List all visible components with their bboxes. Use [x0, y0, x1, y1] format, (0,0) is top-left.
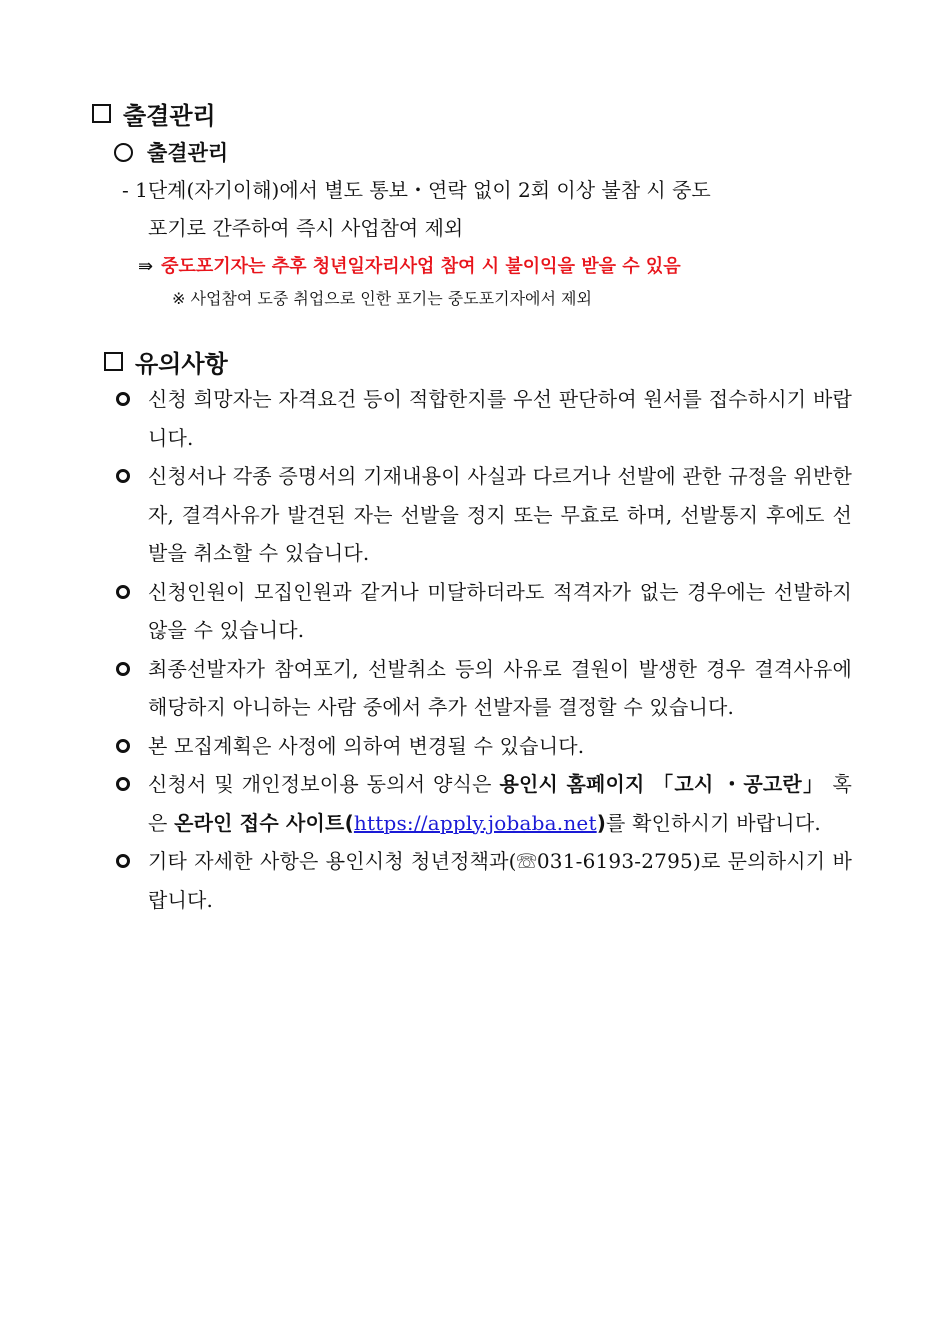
section-attendance-heading [92, 96, 216, 131]
forms-online-site: 온라인 접수 사이트( [174, 810, 354, 835]
section-notice-title: 유의사항 [135, 350, 228, 378]
forms-mid: 혹은 [148, 772, 853, 835]
notice-item-text: 최종선발자가 참여포기, 선발취소 등의 사유로 결원이 발생한 경우 결격사유에 해당하지 아니하는 사람 중에서 추가 선발자를 결정할 수 있습니다. [148, 656, 852, 719]
dropout-note: ※ 사업참여 도중 취업으로 인한 포기는 중도포기자에서 제외 [172, 289, 592, 308]
notice-item [112, 727, 852, 766]
apply-site-link[interactable]: https://apply.jobaba.net [353, 810, 597, 835]
ring-bullet-icon [116, 854, 130, 868]
ring-bullet-icon [116, 777, 130, 791]
notice-item [112, 380, 852, 457]
ring-bullet-icon [116, 739, 130, 753]
notice-item-text: 본 모집계획은 사정에 의하여 변경될 수 있습니다. [148, 733, 585, 758]
attendance-subheading-text: 출결관리 [147, 141, 229, 165]
forms-paren-close: ) [596, 810, 607, 835]
forms-prefix: 신청서 및 개인정보이용 동의서 양식은 [148, 772, 500, 796]
ring-bullet-icon [116, 392, 130, 406]
section-attendance-title: 출결관리 [123, 102, 216, 130]
attendance-rule-line1: - 1단계(자기이해)에서 별도 통보・연락 없이 2회 이상 불참 시 중도 [122, 178, 711, 202]
notice-item [112, 457, 852, 573]
notice-item-forms [112, 765, 852, 842]
notice-item [112, 650, 852, 727]
section-notice-heading [104, 344, 228, 379]
attendance-rule-line2: 포기로 간주하여 즉시 사업참여 제외 [148, 216, 464, 240]
notice-item-contact [112, 842, 852, 919]
notice-item-text: 기타 자세한 사항은 용인시청 청년정책과(☏031-6193-2795)로 문의하시기 바랍니다. [148, 849, 852, 912]
checkbox-square-icon [104, 352, 123, 371]
notice-list [112, 380, 852, 919]
double-arrow-icon: ⇛ [138, 256, 154, 277]
dropout-warning-text: 중도포기자는 추후 청년일자리사업 참여 시 불이익을 받을 수 있음 [161, 256, 681, 277]
attendance-subheading [114, 137, 228, 167]
notice-item [112, 573, 852, 650]
ring-bullet-icon [116, 585, 130, 599]
notice-item-text: 신청인원이 모집인원과 같거나 미달하더라도 적격자가 없는 경우에는 선발하지 않을 수 있습니다. [148, 579, 852, 642]
circle-bullet-icon [114, 143, 133, 162]
notice-item-text: 신청 희망자는 자격요건 등이 적합한지를 우선 판단하여 원서를 접수하시기 바랍니다. [148, 387, 852, 450]
checkbox-square-icon [92, 104, 111, 123]
notice-item-text: 신청서나 각종 증명서의 기재내용이 사실과 다르거나 선발에 관한 규정을 위반한 자, 결격사유가 발견된 자는 선발을 정지 또는 무효로 하며, 선발통지 후에도 선발을 취소할 수 있습니다. [148, 464, 852, 565]
forms-homepage: 용인시 홈페이지 「고시 ・공고란」 [499, 772, 825, 796]
ring-bullet-icon [116, 662, 130, 676]
dropout-warning [138, 252, 681, 278]
forms-suffix: 를 확인하시기 바랍니다. [606, 810, 821, 835]
ring-bullet-icon [116, 469, 130, 483]
